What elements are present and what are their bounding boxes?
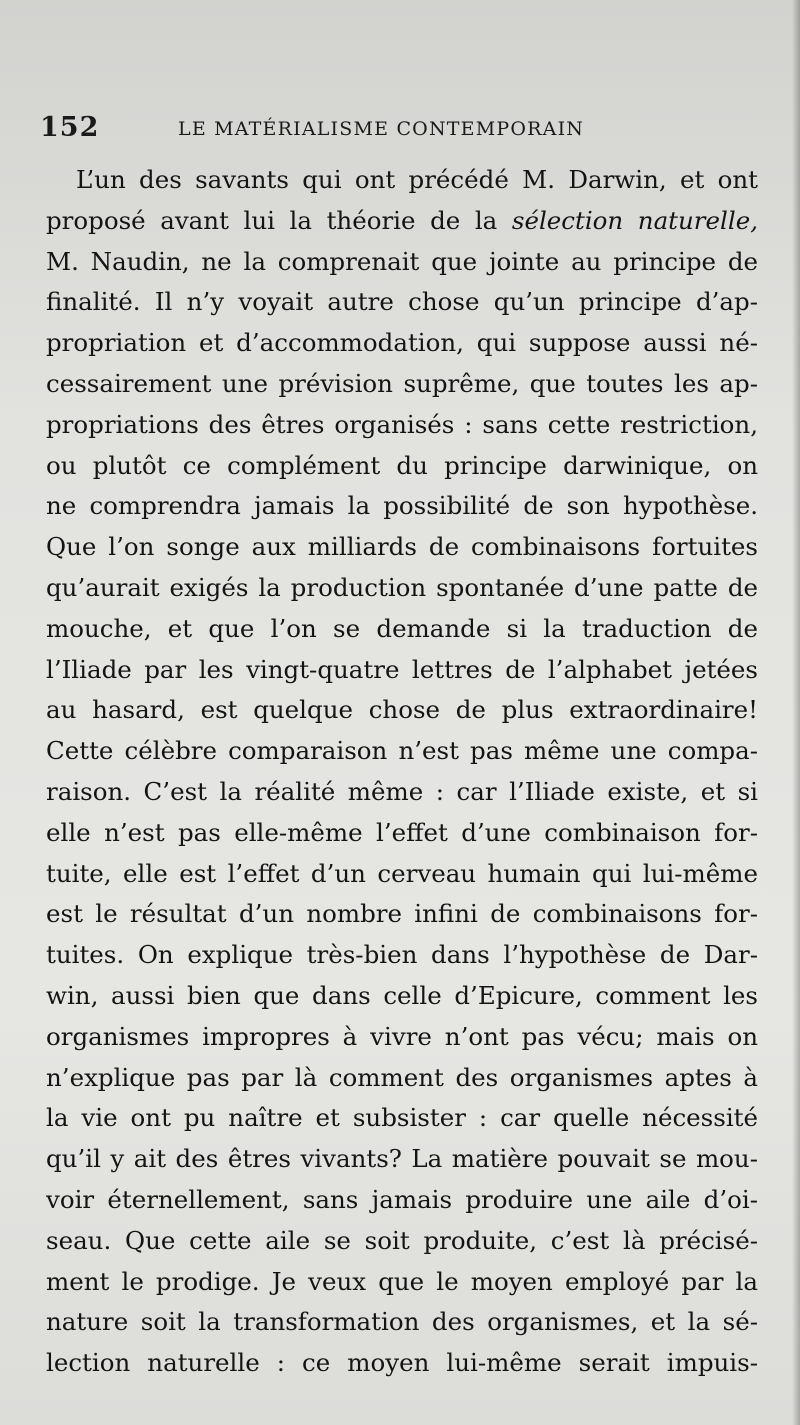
- text-line: ne comprendra jamais la possibilité de son hypothèse.: [46, 491, 758, 521]
- running-head: LE MATÉRIALISME CONTEMPORAIN: [178, 118, 585, 140]
- text-line: ou plutôt ce complément du principe darwinique, on: [46, 450, 758, 480]
- text-line: seau. Que cette aile se soit produite, c’est là précisé-: [46, 1225, 758, 1255]
- text-line: tuite, elle est l’effet d’un cerveau humain qui lui-même: [46, 858, 758, 888]
- text-line: est le résultat d’un nombre infini de combinaisons for-: [46, 899, 758, 929]
- text-line: organismes impropres à vivre n’ont pas vécu; mais on: [46, 1021, 758, 1051]
- text-line: ment le prodige. Je veux que le moyen employé par la: [46, 1266, 758, 1296]
- text-line: n’explique pas par là comment des organismes aptes à: [46, 1062, 758, 1092]
- text-line: mouche, et que l’on se demande si la traduction de: [46, 613, 758, 643]
- text-line: la vie ont pu naître et subsister : car quelle nécessité: [46, 1103, 758, 1133]
- text-line: lection naturelle : ce moyen lui-même serait impuis-: [46, 1348, 758, 1378]
- text-line: [46, 201, 758, 242]
- text-line-roman: proposé avant lui la théorie de la: [46, 205, 512, 235]
- text-line: raison. C’est la réalité même : car l’Iliade existe, et si: [46, 776, 758, 806]
- text-line: qu’il y ait des êtres vivants? La matière pouvait se mou-: [46, 1144, 758, 1174]
- text-line: L’un des savants qui ont précédé M. Darwin, et ont: [76, 165, 758, 194]
- text-line: Cette célèbre comparaison n’est pas même une compa-: [46, 736, 758, 766]
- text-line: au hasard, est quelque chose de plus extraordinaire!: [46, 695, 758, 725]
- text-line: elle n’est pas elle-même l’effet d’une combinaison for-: [46, 817, 758, 847]
- italic-phrase: sélection naturelle,: [511, 205, 758, 235]
- text-line: l’Iliade par les vingt-quatre lettres de l’alphabet jetées: [46, 654, 758, 684]
- text-line: Que l’on songe aux milliards de combinaisons fortuites: [46, 532, 758, 562]
- body-paragraph: [46, 160, 758, 1384]
- page-header: [40, 112, 760, 152]
- text-line: M. Naudin, ne la comprenait que jointe au principe de: [46, 246, 758, 276]
- text-line: cessairement une prévision suprême, que toutes les ap-: [46, 368, 758, 398]
- text-line: tuites. On explique très-bien dans l’hypothèse de Dar-: [46, 940, 758, 970]
- text-line: qu’aurait exigés la production spontanée d’une patte de: [46, 572, 758, 602]
- page-number: 152: [40, 112, 100, 143]
- text-line: voir éternellement, sans jamais produire une aile d’oi-: [46, 1184, 758, 1214]
- text-line: finalité. Il n’y voyait autre chose qu’un principe d’ap-: [46, 287, 758, 317]
- text-line: nature soit la transformation des organismes, et la sé-: [46, 1307, 758, 1337]
- text-line: win, aussi bien que dans celle d’Epicure, comment les: [46, 980, 758, 1010]
- text-line: propriations des êtres organisés : sans cette restriction,: [46, 409, 758, 439]
- text-line: propriation et d’accommodation, qui suppose aussi né-: [46, 328, 758, 358]
- page-edge-shadow: [792, 0, 800, 1425]
